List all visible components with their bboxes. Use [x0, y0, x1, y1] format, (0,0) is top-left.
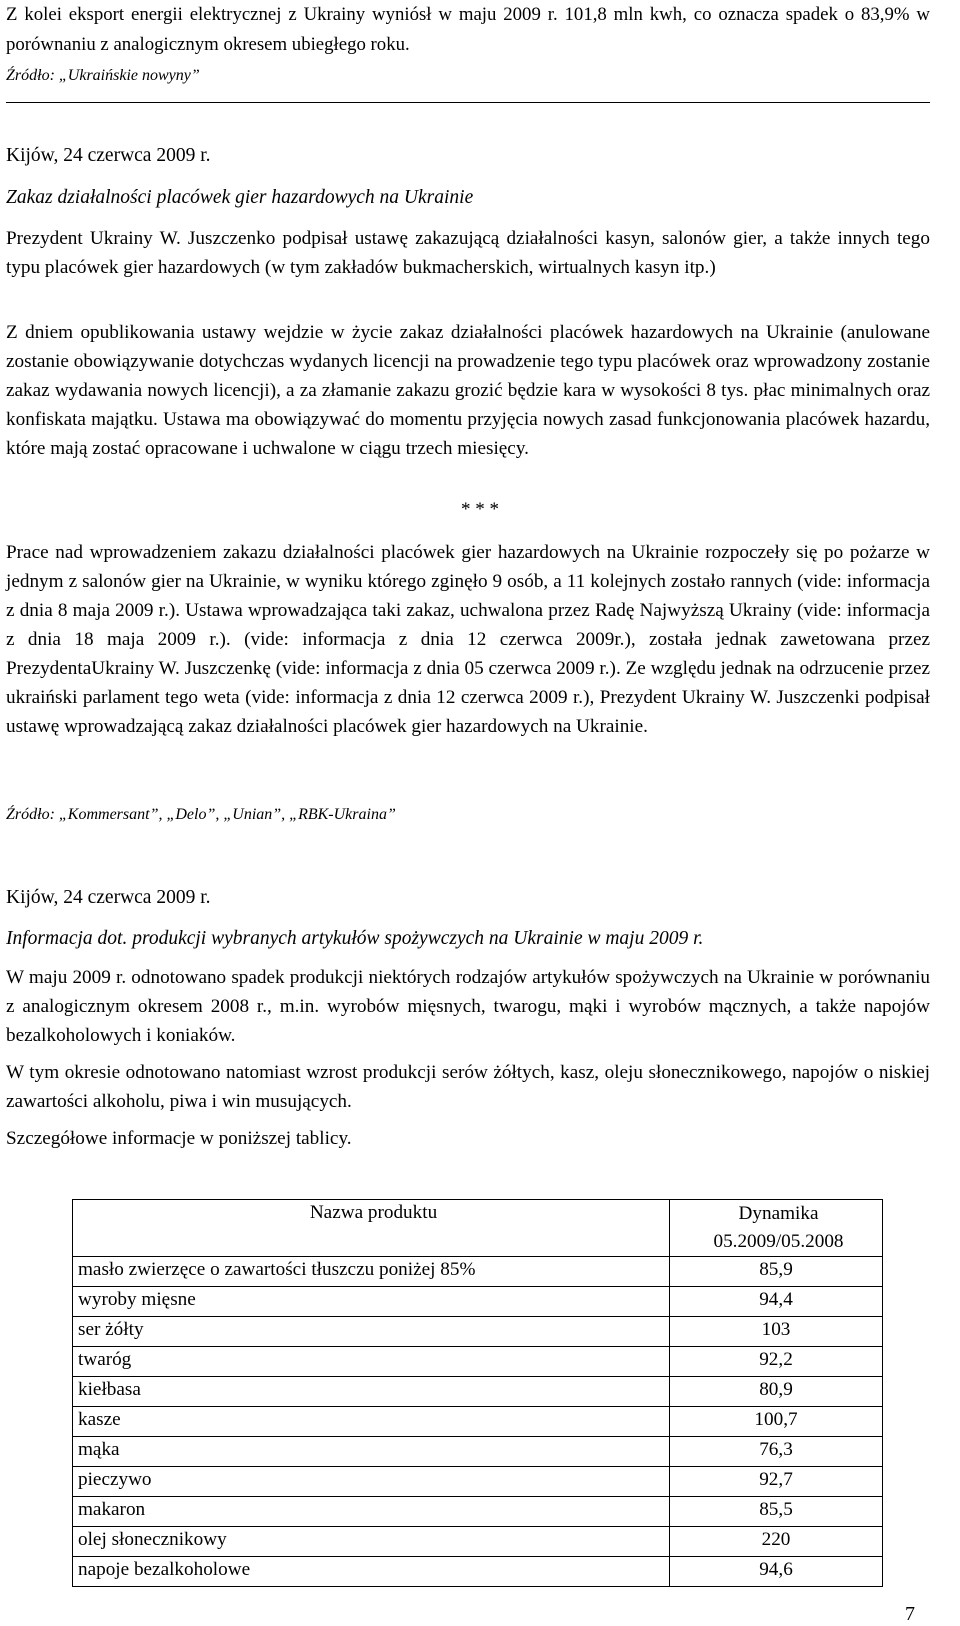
header-dynamics-period: 05.2009/05.2008: [713, 1231, 844, 1252]
table-row: [73, 1377, 883, 1407]
page-number: 7: [905, 1603, 915, 1625]
product-name-cell: mąka: [73, 1437, 670, 1467]
product-name-cell: masło zwierzęce o zawartości tłuszczu poniżej 85%: [73, 1257, 670, 1287]
section-divider: [6, 102, 930, 103]
header-product-name: Nazwa produktu: [73, 1200, 670, 1257]
dynamics-cell: 76,3: [670, 1437, 883, 1467]
dynamics-cell: 85,9: [670, 1257, 883, 1287]
table-row: [73, 1557, 883, 1587]
table-row: [73, 1347, 883, 1377]
table-row: [73, 1497, 883, 1527]
article1-paragraph-2: Z dniem opublikowania ustawy wejdzie w życie zakaz działalności placówek hazardowych na Ukrainie (anulowane zostanie obowiązywanie dotychczas wydanych licencji na prowadzenie tego typu placówek oraz wprowadzony zostanie zakaz wydawania nowych licencji), a za złamanie zakazu grozić będzie kara w wysokości 8 tys. płac minimalnych oraz konfiskata majątku. Ustawa ma obowiązywać do momentu przyjęcia nowych zasad funkcjonowania placówek hazardu, które mają zostać opracowane i uchwalone w ciągu trzech miesięcy.: [6, 322, 930, 459]
product-name-cell: kiełbasa: [73, 1377, 670, 1407]
dynamics-cell: 94,4: [670, 1287, 883, 1317]
article2-title: Informacja dot. produkcji wybranych artykułów spożywczych na Ukrainie w maju 2009 r.: [6, 928, 704, 949]
product-name-cell: kasze: [73, 1407, 670, 1437]
dynamics-cell: 80,9: [670, 1377, 883, 1407]
product-name-cell: napoje bezalkoholowe: [73, 1557, 670, 1587]
separator-stars: * * *: [461, 499, 499, 520]
header-dynamics: [670, 1200, 883, 1257]
article1-paragraph-3: Prace nad wprowadzeniem zakazu działalności placówek gier hazardowych na Ukrainie rozpoczeły się po pożarze w jednym z salonów gier na Ukrainie, w wyniku którego zginęło 9 osób, a 11 kolejnych zostało rannych (vide: informacja z dnia 8 maja 2009 r.). Ustawa wprowadzająca taki zakaz, uchwalona przez Radę Najwyższą Ukrainy (vide: informacja z dnia 18 maja 2009 r.). (vide: informacja z dnia 12 czerwca 2009r.), została jednak zawetowana przez PrezydentaUkrainy W. Juszczenkę (vide: informacja z dnia 05 czerwca 2009 r.). Ze względu jednak na odrzucenie przez ukraiński parlament tego weta (vide: informacja z dnia 12 czerwca 2009 r.), Prezydent Ukrainy W. Juszczenki podpisał ustawę wprowadzającą zakaz działalności placówek gier hazardowych na Ukrainie.: [6, 542, 930, 737]
article2-paragraph-1: W maju 2009 r. odnotowano spadek produkcji niektórych rodzajów artykułów spożywczych na Ukrainie w porównaniu z analogicznym okresem 2008 r., m.in. wyrobów mięsnych, twarogu, mąki i wyrobów mącznych, a także napojów bezalkoholowych i koniaków.: [6, 967, 930, 1046]
table-intro: Szczegółowe informacje w poniższej tablicy.: [6, 1128, 352, 1149]
product-name-cell: twaróg: [73, 1347, 670, 1377]
product-name-cell: ser żółty: [73, 1317, 670, 1347]
article1-dateline: Kijów, 24 czerwca 2009 r.: [6, 145, 211, 166]
dynamics-cell: 92,7: [670, 1467, 883, 1497]
dynamics-cell: 103: [670, 1317, 883, 1347]
article1-paragraph-1: Prezydent Ukrainy W. Juszczenko podpisał ustawę zakazującą działalności kasyn, salonów gier, a także innych tego typu placówek gier hazardowych (w tym zakładów bukmacherskich, wirtualnych kasyn itp.): [6, 228, 930, 278]
header-dynamics-label: Dynamika: [738, 1203, 819, 1224]
dynamics-cell: 94,6: [670, 1557, 883, 1587]
dynamics-cell: 92,2: [670, 1347, 883, 1377]
dynamics-cell: 220: [670, 1527, 883, 1557]
table-row: [73, 1467, 883, 1497]
article2-paragraph-2: W tym okresie odnotowano natomiast wzrost produkcji serów żółtych, kasz, oleju słonecznikowego, napojów o niskiej zawartości alkoholu, piwa i win musujących.: [6, 1062, 930, 1112]
table-row: [73, 1437, 883, 1467]
intro-paragraph: Z kolei eksport energii elektrycznej z Ukrainy wyniósł w maju 2009 r. 101,8 mln kwh, co oznacza spadek o 83,9% w porównaniu z analogicznym okresem ubiegłego roku.: [6, 4, 930, 55]
table-row: [73, 1407, 883, 1437]
product-name-cell: wyroby mięsne: [73, 1287, 670, 1317]
table-row: [73, 1287, 883, 1317]
article1-title: Zakaz działalności placówek gier hazardowych na Ukrainie: [6, 187, 474, 208]
dynamics-cell: 85,5: [670, 1497, 883, 1527]
article1-source: Źródło: „Kommersant”, „Delo”, „Unian”, „RBK-Ukraina”: [6, 806, 396, 823]
intro-source: Źródło: „Ukraińskie nowyny”: [6, 67, 200, 84]
table-row: [73, 1317, 883, 1347]
dynamics-cell: 100,7: [670, 1407, 883, 1437]
table-header-row: [73, 1200, 883, 1257]
product-name-cell: pieczywo: [73, 1467, 670, 1497]
article2-dateline: Kijów, 24 czerwca 2009 r.: [6, 887, 211, 908]
table-row: [73, 1257, 883, 1287]
table-row: [73, 1527, 883, 1557]
product-name-cell: olej słonecznikowy: [73, 1527, 670, 1557]
product-name-cell: makaron: [73, 1497, 670, 1527]
production-table: [72, 1199, 883, 1587]
